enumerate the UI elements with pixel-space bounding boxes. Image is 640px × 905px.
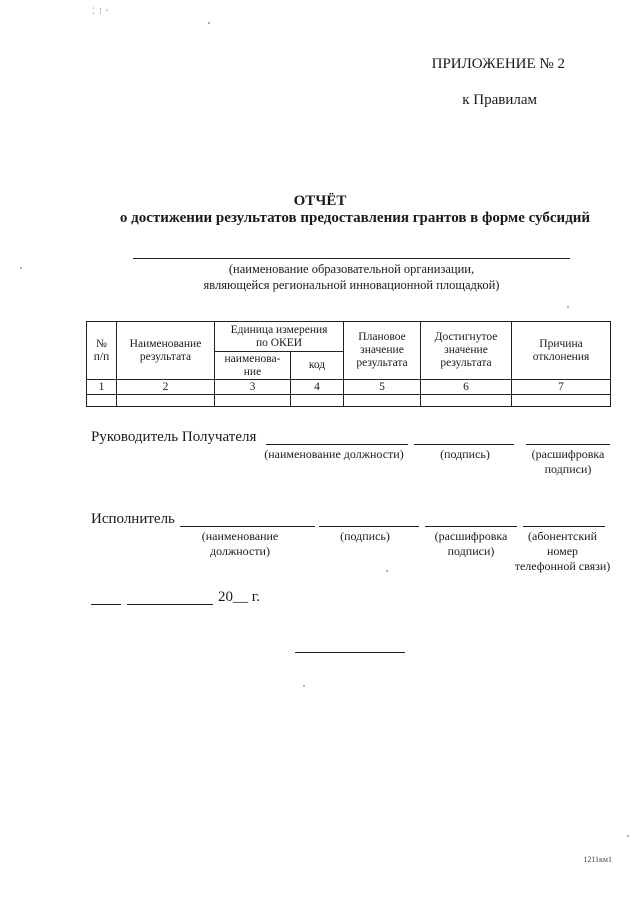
executor-position-caption: (наименование должности) (201, 529, 279, 558)
executor-signature-caption: (подпись) (340, 529, 390, 543)
leader-position-line (266, 444, 408, 445)
scan-specks: ⁚ ⁝ ᶜ (92, 6, 110, 16)
table-cell (344, 395, 421, 407)
empty-data-row (87, 395, 611, 407)
column-number: 4 (291, 380, 344, 395)
table-cell (215, 395, 291, 407)
column-number: 7 (512, 380, 611, 395)
appendix-label: ПРИЛОЖЕНИЕ № 2 (431, 56, 565, 72)
executor-position-line (180, 526, 315, 527)
executor-decode-line (425, 526, 517, 527)
date-year: 20__ г. (218, 589, 260, 605)
header-number: № п/п (87, 322, 117, 380)
leader-label: Руководитель Получателя (91, 429, 257, 445)
table-cell (117, 395, 215, 407)
organization-caption-line2: являющейся региональной инновационной площадкой) (203, 278, 500, 292)
scan-dot (627, 835, 629, 837)
header-unit: Единица измерения по ОКЕИ (215, 322, 344, 352)
table-cell (291, 395, 344, 407)
leader-decode-line (526, 444, 610, 445)
executor-signature-line (319, 526, 419, 527)
header-unit-code: код (291, 352, 344, 380)
document-subtitle: о достижении результатов предоставления грантов в форме субсидий (119, 210, 591, 226)
organization-caption (133, 261, 570, 293)
scan-dot (20, 267, 22, 269)
table-cell (87, 395, 117, 407)
executor-phone-caption: (абонентский номер телефонной связи) (514, 529, 611, 573)
column-number: 2 (117, 380, 215, 395)
header-unit-name: наименова- ние (215, 352, 291, 380)
table-cell (421, 395, 512, 407)
results-table (86, 321, 611, 407)
document-title: ОТЧЁТ (293, 193, 347, 209)
organization-caption-line1: (наименование образовательной организации, (228, 262, 475, 276)
executor-label: Исполнитель (91, 511, 175, 527)
header-achieved-value: Достигнутое значение результата (421, 322, 512, 380)
column-number: 1 (87, 380, 117, 395)
scan-dot (386, 570, 388, 572)
leader-position-caption: (наименование должности) (264, 447, 404, 461)
leader-signature-line (414, 444, 514, 445)
organization-name-line (133, 258, 570, 259)
executor-decode-caption: (расшифровка подписи) (434, 529, 508, 558)
rules-label: к Правилам (462, 92, 537, 108)
header-result-name: Наименование результата (117, 322, 215, 380)
header-deviation-reason: Причина отклонения (512, 322, 611, 380)
footer-code: 1211км1 (583, 855, 612, 864)
closing-separator-line (295, 652, 405, 653)
scan-dot (208, 22, 210, 24)
date-day-line (91, 604, 121, 605)
column-number: 5 (344, 380, 421, 395)
leader-signature-caption: (подпись) (440, 447, 490, 461)
leader-decode-caption: (расшифровка подписи) (531, 447, 605, 476)
executor-phone-line (523, 526, 605, 527)
column-number: 6 (421, 380, 512, 395)
table-cell (512, 395, 611, 407)
header-planned-value: Плановое значение результата (344, 322, 421, 380)
column-numbers-row (87, 380, 611, 395)
scan-dot (303, 685, 305, 687)
date-month-line (127, 604, 213, 605)
column-number: 3 (215, 380, 291, 395)
scan-dot (567, 306, 569, 308)
